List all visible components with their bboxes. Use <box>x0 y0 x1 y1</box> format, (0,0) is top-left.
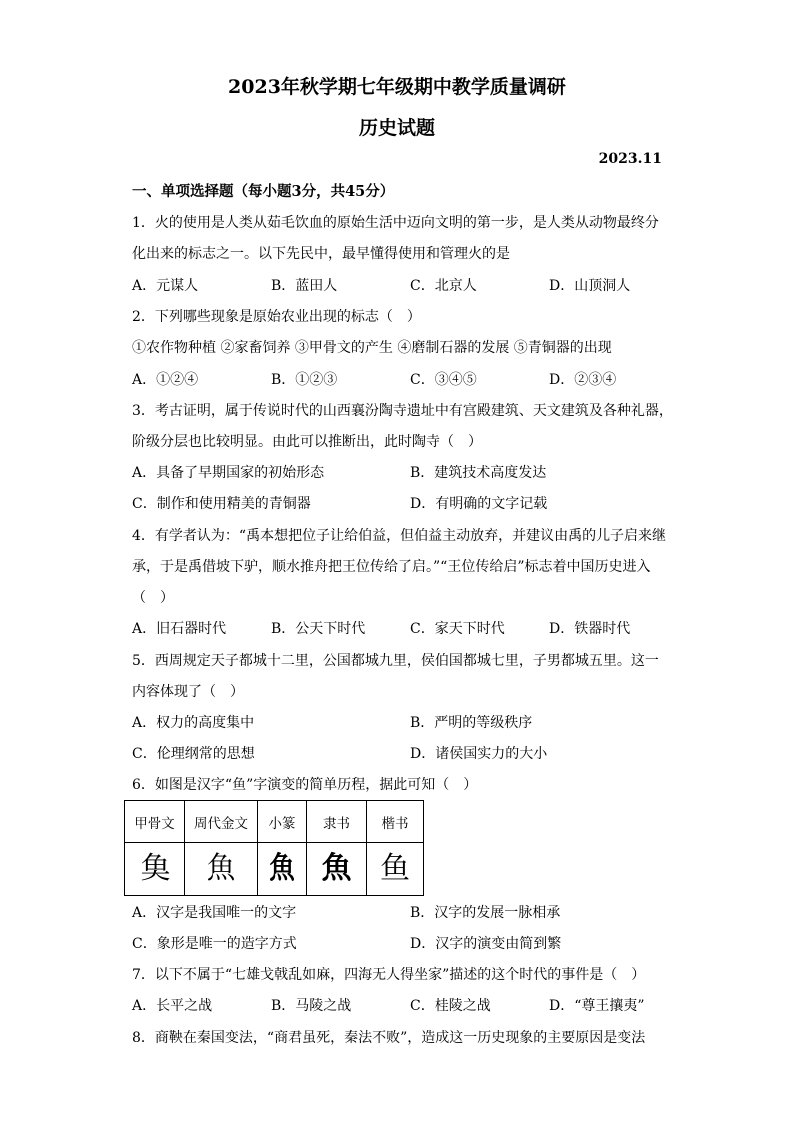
glyph-clerical-script <box>307 843 367 896</box>
glyph-bronze-inscription <box>185 843 258 896</box>
glyph-small-seal <box>258 843 307 896</box>
q4-stem-line3: （ ） <box>132 590 174 606</box>
q3-stem-line2: 阶级分层也比较明显。由此可以推断出，此时陶寺（ ） <box>132 434 482 450</box>
q5-option-a: A．权力的高度集中 <box>132 715 255 731</box>
q2-option-c: C．③④⑤ <box>410 372 477 388</box>
header-small-seal: 小篆 <box>258 801 307 843</box>
q4-option-c: C．家天下时代 <box>410 621 505 637</box>
q5-stem-line2: 内容体现了（ ） <box>132 684 244 700</box>
q7-option-a: A．长平之战 <box>132 998 213 1014</box>
q2-items: ①农作物种植 ②家畜饲养 ③甲骨文的产生 ④磨制石器的发展 ⑤青铜器的出现 <box>132 340 612 356</box>
q4-option-d: D．铁器时代 <box>549 621 631 637</box>
header-bronze-inscription: 周代金文 <box>185 801 258 843</box>
q7-option-b: B．马陵之战 <box>271 998 352 1014</box>
q6-option-a: A．汉字是我国唯一的文字 <box>132 905 297 921</box>
q6-option-b: B．汉字的发展一脉相承 <box>410 905 561 921</box>
table-header-row <box>125 801 424 843</box>
q2-option-a: A．①②④ <box>132 372 199 388</box>
q4-stem-line2: 承，于是禹借坡下驴，顺水推舟把王位传给了启。”“王位传给启”标志着中国历史进入 <box>132 559 651 575</box>
q2-stem: 2．下列哪些现象是原始农业出现的标志（ ） <box>132 309 421 325</box>
q6-option-d: D．汉字的演变由简到繁 <box>410 936 562 952</box>
exam-subtitle: 历史试题 <box>358 117 435 139</box>
q4-stem-line1: 4．有学者认为：“禹本想把位子让给伯益，但伯益主动放弃，并建议由禹的儿子启来继 <box>132 528 667 544</box>
q2-option-b: B．①②③ <box>271 372 338 388</box>
q3-option-a: A．具备了早期国家的初始形态 <box>132 465 325 481</box>
q7-option-c: C．桂陵之战 <box>410 998 491 1014</box>
table-glyph-row <box>125 843 424 896</box>
q7-stem: 7．以下不属于“七雄戈戟乱如麻，四海无人得坐家”描述的这个时代的事件是（ ） <box>132 967 646 983</box>
q3-option-b: B．建筑技术高度发达 <box>410 465 547 481</box>
q1-option-a: A．元谋人 <box>132 278 199 294</box>
q8-stem: 8．商鞅在秦国变法，“商君虽死，秦法不败”，造成这一历史现象的主要原因是变法 <box>132 1030 646 1046</box>
fish-regular-glyph: 鱼 <box>380 851 410 886</box>
q4-option-a: A．旧石器时代 <box>132 621 227 637</box>
q1-stem-line1: 1．火的使用是人类从茹毛饮血的原始生活中迈向文明的第一步，是人类从动物最终分 <box>132 215 659 231</box>
fish-oracle-glyph: 𩵋 <box>140 851 169 886</box>
q6-stem: 6．如图是汉字“鱼”字演变的简单历程，据此可知（ ） <box>132 777 478 793</box>
q1-option-b: B．蓝田人 <box>271 278 338 294</box>
character-evolution-table <box>124 800 424 896</box>
q5-option-b: B．严明的等级秩序 <box>410 715 533 731</box>
fish-seal-glyph: 魚 <box>269 851 295 886</box>
q5-stem-line1: 5．西周规定天子都城十二里，公国都城九里，侯伯国都城七里，子男都城五里。这一 <box>132 653 659 669</box>
header-clerical-script: 隶书 <box>307 801 367 843</box>
q3-option-d: D．有明确的文字记载 <box>410 496 548 512</box>
fish-clerical-glyph: 魚 <box>321 851 352 886</box>
q7-option-d: D．“尊王攘夷” <box>549 998 645 1014</box>
q3-option-c: C．制作和使用精美的青铜器 <box>132 496 311 512</box>
q5-option-c: C．伦理纲常的思想 <box>132 746 255 762</box>
q1-stem-line2: 化出来的标志之一。以下先民中，最早懂得使用和管理火的是 <box>132 246 510 262</box>
header-oracle-bone: 甲骨文 <box>125 801 185 843</box>
q2-option-d: D．②③④ <box>549 372 617 388</box>
q4-option-b: B．公天下时代 <box>271 621 366 637</box>
section-heading: 一、单项选择题（每小题3分，共45分） <box>132 183 395 200</box>
fish-bronze-glyph: 魚 <box>206 851 236 886</box>
glyph-oracle-bone <box>125 843 185 896</box>
q3-stem-line1: 3．考古证明，属于传说时代的山西襄汾陶寺遗址中有宫殿建筑、天文建筑及各种礼器， <box>132 403 673 419</box>
glyph-regular-script <box>367 843 424 896</box>
header-regular-script: 楷书 <box>367 801 424 843</box>
q1-option-d: D．山顶洞人 <box>549 278 631 294</box>
exam-date: 2023.11 <box>598 151 662 167</box>
exam-title: 2023年秋学期七年级期中教学质量调研 <box>228 76 566 98</box>
q5-option-d: D．诸侯国实力的大小 <box>410 746 548 762</box>
q6-option-c: C．象形是唯一的造字方式 <box>132 936 297 952</box>
q1-option-c: C．北京人 <box>410 278 477 294</box>
